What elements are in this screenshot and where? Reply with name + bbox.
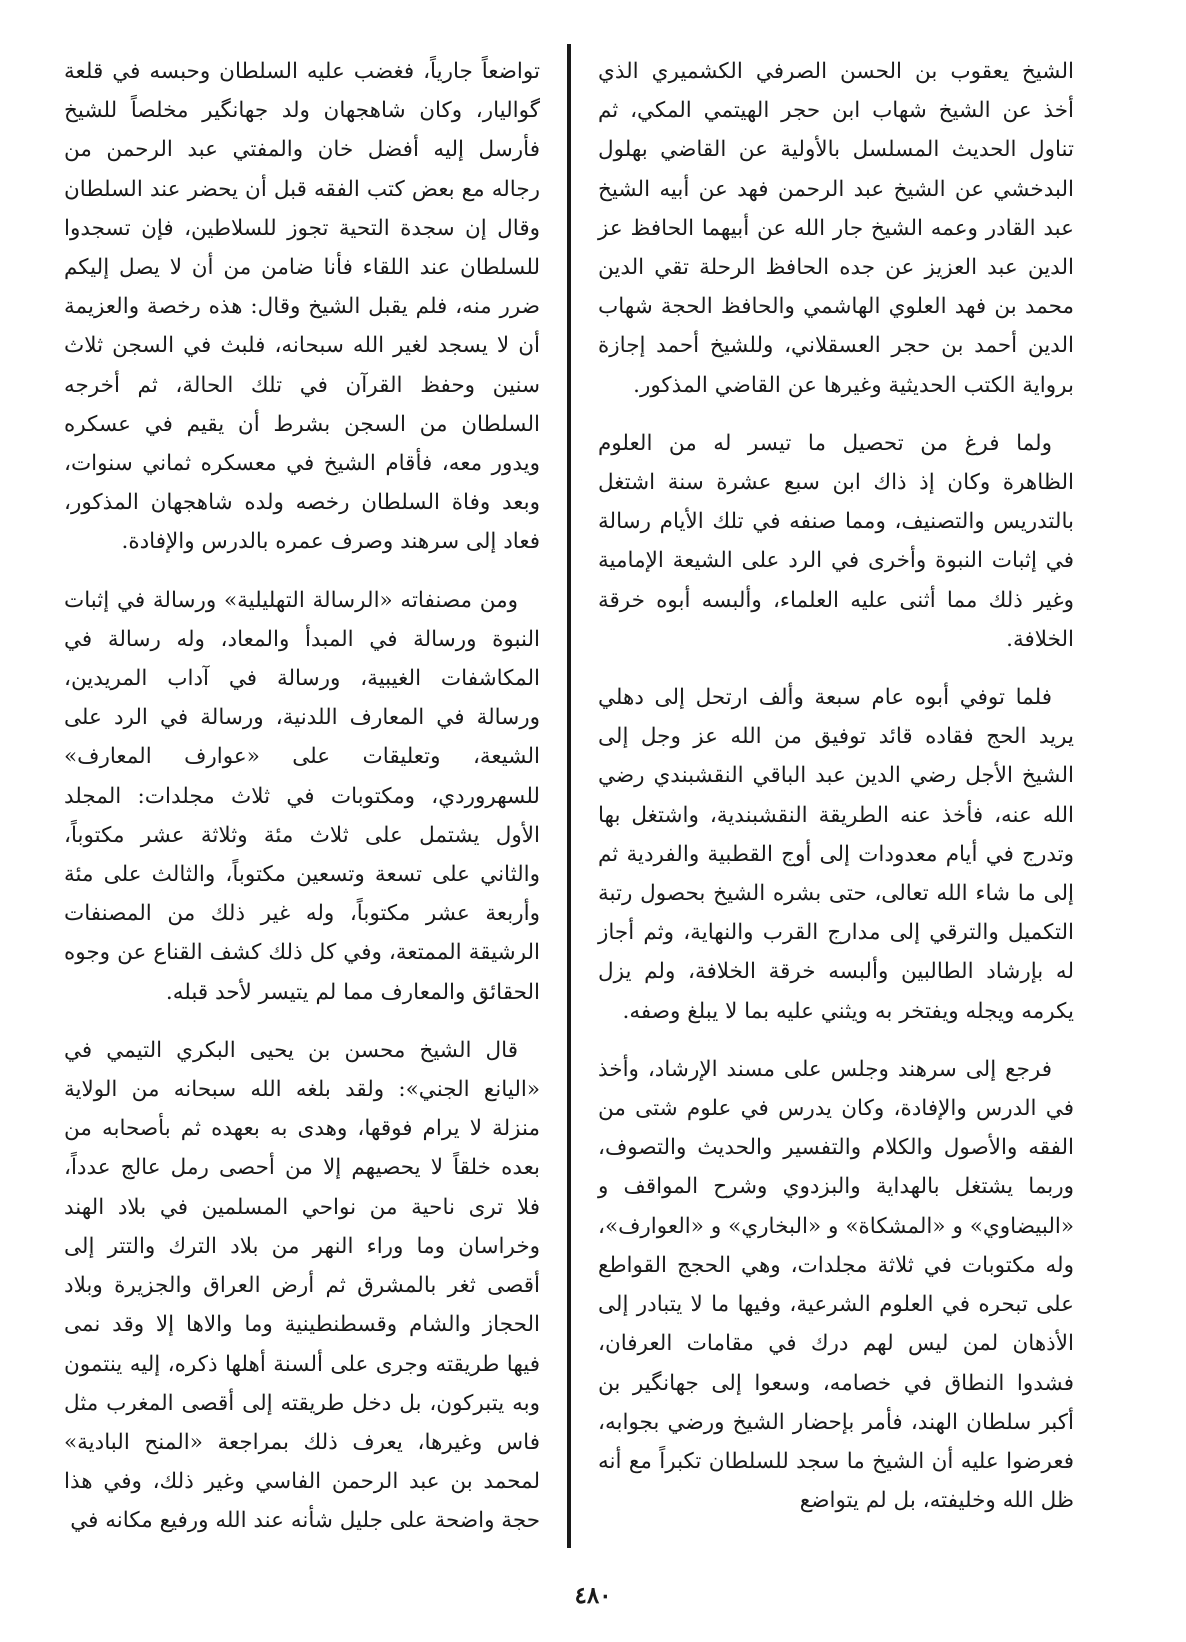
paragraph: فلما توفي أبوه عام سبعة وألف ارتحل إلى دهلي يريد الحج فقاده قائد توفيق من الله عز وجل إلى الشيخ الأجل رضي الدين عبد الباقي النقشبندي رضي الله عنه، فأخذ عنه الطريقة النقشبندية، واشتغل بها وتدرج في أيام معدودات إلى أوج القطبية والفردية ثم إلى ما شاء الله تعالى، حتى بشره الشيخ بحصول رتبة التكميل والترقي إلى مدارج القرب والنهاية، وثم أجاز له بإرشاد الطالبين وألبسه خرقة الخلافة، ولم يزل يكرمه ويجله ويفتخر به ويثني عليه بما لا يبلغ وصفه. — [598, 685, 1074, 1024]
paragraph: ومن مصنفاته «الرسالة التهليلية» ورسالة في إثبات النبوة ورسالة في المبدأ والمعاد، وله رسالة في المكاشفات الغيبية، ورسالة في آداب المريدين، ورسالة في المعارف اللدنية، ورسالة في الرد على الشيعة، وتعليقات على «عوارف المعارف» للسهروردي، ومكتوبات في ثلاث مجلدات: المجلد الأول يشتمل على ثلاث مئة وثلاثة عشر مكتوباً، والثاني على تسعة وتسعين مكتوباً، والثالث على مئة وأربعة عشر مكتوباً، وله غير ذلك من المصنفات الرشيقة الممتعة، وفي كل ذلك كشف القناع عن وجوه الحقائق والمعارف مما لم يتيسر لأحد قبله. — [64, 587, 540, 1005]
paragraph: فرجع إلى سرهند وجلس على مسند الإرشاد، وأخذ في الدرس والإفادة، وكان يدرس في علوم شتى من الفقه والأصول والكلام والتفسير والحديث والتصوف، وربما يشتغل بالهداية والبزدوي وشرح المواقف و «البيضاوي» و «المشكاة» و «البخاري» و «العوارف»، وله مكتوبات في ثلاثة مجلدات، وهي الحجج القواطع على تبحره في العلوم الشرعية، وفيها ما لا يتبادر إلى الأذهان لمن ليس لهم درك في مقامات العرفان، فشدوا النطاق في خصامه، وسعوا إلى جهانگير بن أكبر سلطان الهند، فأمر بإحضار الشيخ ورضي بجوابه، فعرضوا عليه أن الشيخ ما سجد للسلطان تكبراً مع أنه ظل الله وخليفته، بل لم يتواضع — [598, 1056, 1074, 1514]
page-number: ٤٨٠ — [574, 1582, 612, 1609]
column-divider — [567, 44, 571, 1548]
left-column — [64, 52, 540, 1541]
right-column — [598, 52, 1074, 1520]
paragraph: ولما فرغ من تحصيل ما تيسر له من العلوم الظاهرة وكان إذ ذاك ابن سبع عشرة سنة اشتغل بالتدريس والتصنيف، ومما صنفه في تلك الأيام رسالة في إثبات النبوة وأخرى في الرد على الشيعة الإمامية وغير ذلك مما أثنى عليه العلماء، وألبسه أبوه خرقة الخلافة. — [598, 430, 1074, 652]
paragraph: الشيخ يعقوب بن الحسن الصرفي الكشميري الذي أخذ عن الشيخ شهاب ابن حجر الهيتمي المكي، ثم تناول الحديث المسلسل بالأولية عن القاضي بهلول البدخشي عن الشيخ عبد الرحمن فهد عن أبيه الشيخ عبد القادر وعمه الشيخ جار الله عن أبيهما الحافظ عز الدين عبد العزيز عن جده الحافظ الرحلة تقي الدين محمد بن فهد العلوي الهاشمي والحافظ الحجة شهاب الدين أحمد بن حجر العسقلاني، وللشيخ أحمد إجازة برواية الكتب الحديثية وغيرها عن القاضي المذكور. — [598, 59, 1074, 398]
paragraph: تواضعاً جارياً، فغضب عليه السلطان وحبسه في قلعة گواليار، وكان شاهجهان ولد جهانگير مخلصاً للشيخ فأرسل إليه أفضل خان والمفتي عبد الرحمن من رجاله مع بعض كتب الفقه قبل أن يحضر عند السلطان وقال إن سجدة التحية تجوز للسلاطين، فإن تسجدوا للسلطان عند اللقاء فأنا ضامن من أن لا يصل إليكم ضرر منه، فلم يقبل الشيخ وقال: هذه رخصة والعزيمة أن لا يسجد لغير الله سبحانه، فلبث في السجن ثلاث سنين وحفظ القرآن في تلك الحالة، ثم أخرجه السلطان من السجن بشرط أن يقيم في عسكره ويدور معه، فأقام الشيخ في معسكره ثماني سنوات، وبعد وفاة السلطان رخصه ولده شاهجهان المذكور، فعاد إلى سرهند وصرف عمره بالدرس والإفادة. — [64, 59, 541, 555]
paragraph: قال الشيخ محسن بن يحيى البكري التيمي في «اليانع الجني»: ولقد بلغه الله سبحانه من الولاية منزلة لا يرام فوقها، وهدى به بعهده ثم بأصحابه من بعده خلقاً لا يحصيهم إلا من أحصى رمل عالج عدداً، فلا ترى ناحية من نواحي المسلمين في بلاد الهند وخراسان وما وراء النهر من بلاد الترك والتتر إلى أقصى ثغر بالمشرق ثم أرض العراق والجزيرة وبلاد الحجاز والشام وقسطنطينية وما والاها إلا وقد نمى فيها طريقته وجرى على ألسنة أهلها ذكره، إليه ينتمون وبه يتبركون، بل دخل طريقته إلى أقصى المغرب مثل فاس وغيرها، يعرف ذلك بمراجعة «المنح البادية» لمحمد بن عبد الرحمن الفاسي وغير ذلك، وفي هذا حجة واضحة على جليل شأنه عند الله ورفيع مكانه في — [64, 1037, 540, 1534]
